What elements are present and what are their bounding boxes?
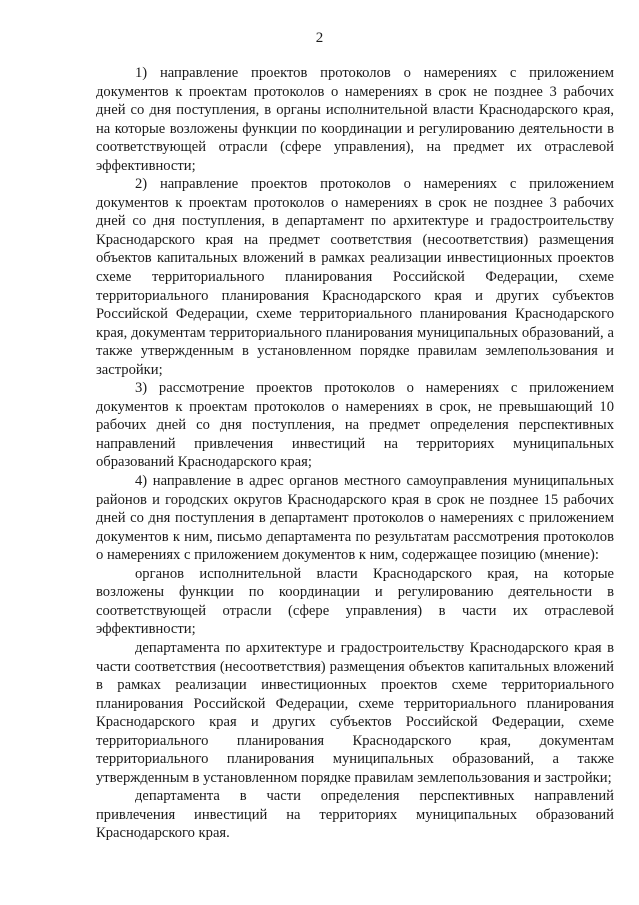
paragraph-item-2: 2) направление проектов протоколов о намерениях с приложением документов к проектам протоколов о намерениях в срок не позднее 3 рабочих дней со дня поступления, в департамент по архитектуре и градостроительству Краснодарского края на предмет соответствия (несоответствия) размещения объектов капитальных вложений в рамках реализации инвестиционных проектов схеме территориального планирования Российской Федерации, схеме территориального планирования Краснодарского края и других субъектов Российской Федерации, схеме территориального планирования Краснодарского края, документам территориального планирования муниципальных образований, а также утвержденным в установленном порядке правилам землепользования и застройки; xyxy=(96,176,614,378)
paragraph-item-4: 4) направление в адрес органов местного самоуправления муниципальных районов и городских округов Краснодарского края в срок не позднее 15 рабочих дней со дня поступления в департамент протоколов о намерениях с приложением документов к ним, письмо департамента по результатам рассмотрения протоколов о намерениях с приложением документов к ним, содержащее позицию (мнение): xyxy=(96,473,614,564)
paragraph-subitem-executive-authorities: органов исполнительной власти Краснодарского края, на которые возложены функции по координации и регулированию деятельности в соответствующей отрасли (сфере управления) в части их отраслевой эффективности; xyxy=(96,565,614,638)
page-number: 2 xyxy=(315,30,324,46)
paragraph-item-1: 1) направление проектов протоколов о намерениях с приложением документов к проектам протоколов о намерениях в срок не позднее 3 рабочих дней со дня поступления, в органы исполнительной власти Краснодарского края, на которые возложены функции по координации и регулированию деятельности в соответствующей отрасли (сфере управления), на предмет их отраслевой эффективности; xyxy=(96,65,614,174)
document-body xyxy=(96,64,614,843)
paragraph-item-3: 3) рассмотрение проектов протоколов о намерениях с приложением документов к проектам протоколов о намерениях в срок, не превышающий 10 рабочих дней со дня поступления, на предмет определения перспективных направлений привлечения инвестиций на территориях муниципальных образований Краснодарского края; xyxy=(96,380,614,471)
paragraph-subitem-architecture-department: департамента по архитектуре и градостроительству Краснодарского края в части соответствия (несоответствия) размещения объектов капитальных вложений в рамках реализации инвестиционных проектов схеме территориального планирования Российской Федерации, схеме территориального планирования Краснодарского края и других субъектов Российской Федерации, схеме территориального планирования Краснодарского края, документам территориального планирования муниципальных образований, а также утвержденным в установленном порядке правилам землепользования и застройки; xyxy=(96,639,614,786)
paragraph-subitem-investment-department: департамента в части определения перспективных направлений привлечения инвестиций на территориях муниципальных образований Краснодарского края. xyxy=(96,788,614,842)
